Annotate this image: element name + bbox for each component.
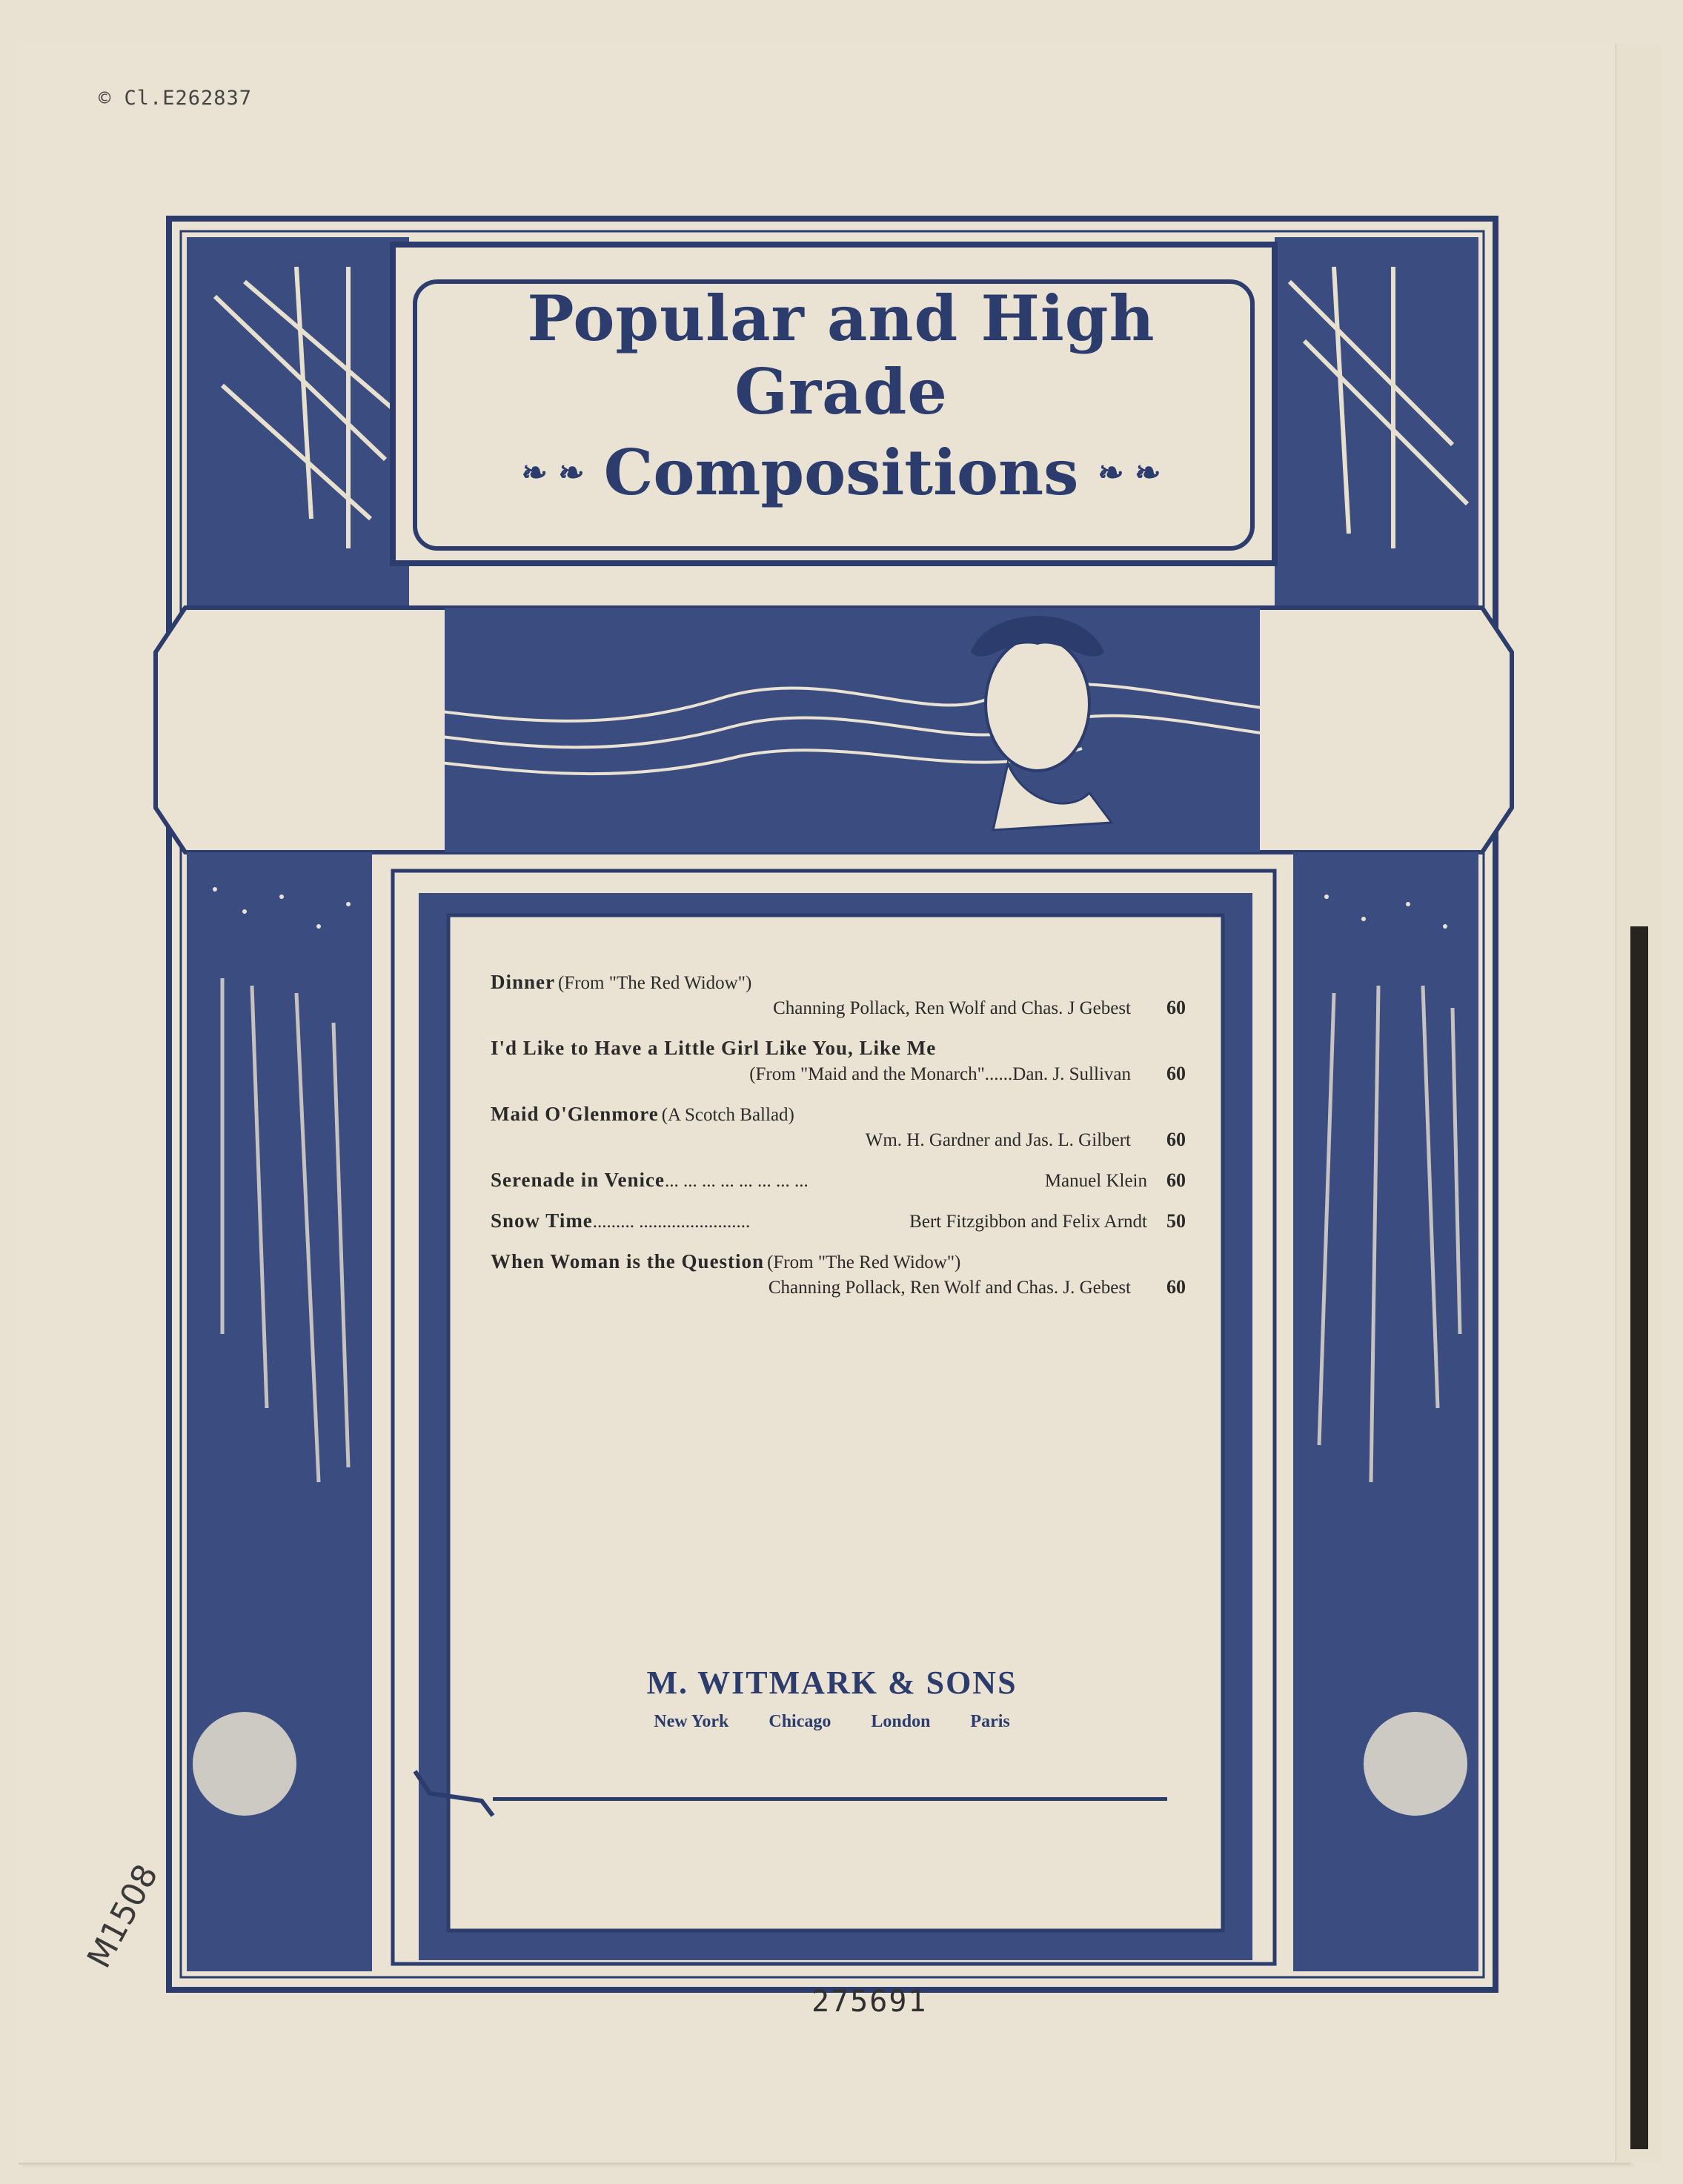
list-item [491,1169,1186,1192]
leaf-ornament-icon: ❧ ❧ [521,454,585,491]
entry-title: Snow Time [491,1209,593,1232]
title-block [415,282,1267,509]
list-item [491,1209,1186,1232]
entry-subtitle: (A Scotch Ballad) [661,1105,794,1125]
entry-leader-dots: ......... ........................ [592,1212,751,1232]
publisher-cities [493,1712,1171,1732]
leaf-ornament-icon: ❧ ❧ [1098,454,1161,491]
city-label: London [871,1712,931,1731]
entry-subtitle: (From "The Red Widow") [558,973,752,993]
entry-title: I'd Like to Have a Little Girl Like You, Like Me [491,1037,937,1059]
publisher-name: M. WITMARK & SONS [646,1664,1018,1701]
list-item [491,971,1186,1019]
entry-price: 60 [1166,997,1186,1018]
entry-credit: Channing Pollack, Ren Wolf and Chas. J. Gebest [768,1278,1131,1298]
city-label: New York [654,1712,729,1731]
entry-title: Maid O'Glenmore [491,1103,659,1125]
composition-list [491,971,1186,1316]
entry-price: 60 [1166,1169,1186,1191]
entry-credit: Manuel Klein [1044,1171,1147,1191]
page-title-line1: Popular and High Grade [527,282,1155,428]
entry-price: 60 [1166,1129,1186,1150]
entry-price: 60 [1166,1063,1186,1084]
entry-title: When Woman is the Question [491,1250,765,1272]
entry-credit: Bert Fitzgibbon and Felix Arndt [909,1212,1147,1232]
page-title-compositions: Compositions [603,436,1079,509]
handwritten-call-number: M1508 [80,1858,166,1974]
list-item [491,1103,1186,1151]
entry-title: Serenade in Venice [491,1169,665,1191]
entry-leader-dots: ... ... ... ... ... ... ... ... [665,1171,809,1191]
entry-title: Dinner [491,971,555,993]
list-item [491,1250,1186,1298]
city-label: Chicago [769,1712,831,1731]
publisher-cartouche [493,1664,1171,1797]
entry-subtitle: (From "The Red Widow") [767,1252,961,1272]
entry-credit: (From "Maid and the Monarch"......Dan. J. Sullivan [749,1064,1131,1084]
entry-credit: Channing Pollack, Ren Wolf and Chas. J Gebest [773,998,1131,1018]
entry-price: 60 [1166,1276,1186,1298]
page-title-line2 [415,436,1267,509]
list-item [491,1037,1186,1085]
plate-number: 275691 [811,1985,928,2019]
copyright-stamp: © Cl.E262837 [99,87,253,110]
city-label: Paris [970,1712,1010,1731]
entry-credit: Wm. H. Gardner and Jas. L. Gilbert [865,1130,1131,1150]
entry-price: 50 [1166,1210,1186,1232]
